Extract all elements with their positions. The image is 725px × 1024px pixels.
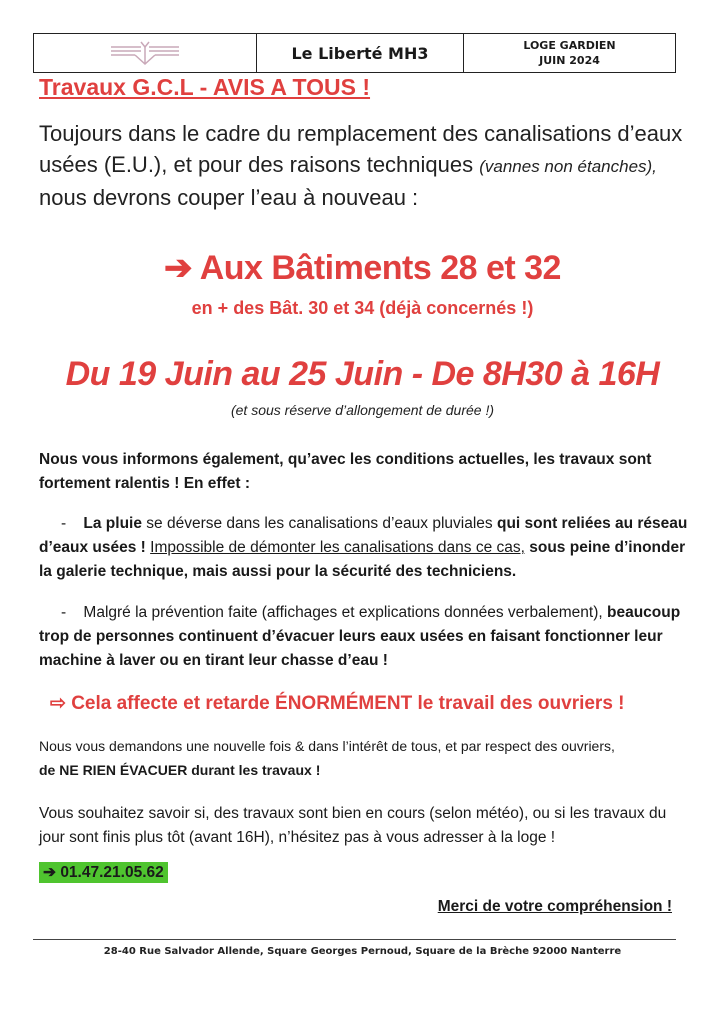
phone-arrow-icon: ➔ xyxy=(43,864,56,881)
buildings-text: Aux Bâtiments 28 et 32 xyxy=(199,249,561,287)
rain-bullet xyxy=(39,512,689,584)
thanks-text: Merci de votre compréhension ! xyxy=(437,898,672,915)
residence-name: Le Liberté MH3 xyxy=(257,34,464,72)
prevention-bullet xyxy=(39,601,689,673)
loge-label: LOGE GARDIEN xyxy=(523,39,616,52)
footer-divider xyxy=(33,939,676,940)
rain-bold-1: La pluie xyxy=(83,515,142,532)
notice-title: Travaux G.C.L - AVIS A TOUS ! xyxy=(39,74,371,100)
loge-date: JUIN 2024 xyxy=(539,54,600,67)
dates-note: (et sous réserve d’allongement de durée !) xyxy=(230,402,495,418)
rain-bold-2: qui sont reliées au réseau d’eaux usées ! xyxy=(39,515,688,556)
prevention-text: Malgré la prévention faite (affichages et explications données verbalement), xyxy=(83,604,603,621)
phone-number: 01.47.21.05.62 xyxy=(60,864,164,881)
logo-cell xyxy=(34,34,257,72)
info-paragraph: Vous souhaitez savoir si, des travaux sont bien en cours (selon météo), ou si les travaux du jour sont finis plus tôt (avant 16H), n’hésitez pas à vous adresser à la loge ! xyxy=(39,805,667,846)
header-table xyxy=(33,33,676,73)
request-paragraph xyxy=(39,734,689,782)
rain-dash: - xyxy=(61,515,67,532)
building-logo-icon xyxy=(105,38,185,68)
affect-text: Cela affecte et retarde ÉNORMÉMENT le travail des ouvriers ! xyxy=(71,693,625,714)
buildings-heading xyxy=(0,248,725,288)
intro-text-1: Toujours dans le cadre du remplacement des canalisations d’eaux usées (E.U.), et pour des raisons techniques xyxy=(39,121,683,177)
dates-heading: Du 19 Juin au 25 Juin - De 8H30 à 16H xyxy=(65,355,660,393)
rain-bold-3: sous peine d’inonder la galerie technique, mais aussi pour la sécurité des techniciens. xyxy=(39,539,686,580)
loge-cell xyxy=(464,34,675,72)
intro-text-2: nous devrons couper l’eau à nouveau : xyxy=(39,185,419,210)
intro-italic: (vannes non étanches), xyxy=(479,157,657,176)
buildings-subheading: en + des Bât. 30 et 34 (déjà concernés !) xyxy=(191,298,534,318)
prevention-bold: beaucoup trop de personnes continuent d’évacuer leurs eaux usées en faisant fonctionner leur machine à laver ou en tirant leur chasse d’eau ! xyxy=(39,604,681,669)
affect-warning xyxy=(50,692,625,715)
inform-paragraph: Nous vous informons également, qu’avec les conditions actuelles, les travaux sont fortement ralentis ! En effet : xyxy=(39,451,652,492)
footer-address: 28-40 Rue Salvador Allende, Square Georges Pernoud, Square de la Brèche 92000 Nanterre xyxy=(103,946,622,957)
outline-arrow-icon: ⇨ xyxy=(50,693,66,714)
right-arrow-icon: ➔ xyxy=(164,249,193,287)
rain-underlined: Impossible de démonter les canalisations dans ce cas, xyxy=(150,539,525,556)
prevention-dash: - xyxy=(61,604,67,621)
intro-paragraph xyxy=(39,118,689,213)
request-line-2: de NE RIEN ÉVACUER durant les travaux ! xyxy=(39,762,321,778)
request-line-1: Nous vous demandons une nouvelle fois & dans l’intérêt de tous, et par respect des ouvriers, xyxy=(39,738,615,754)
rain-text-1: se déverse dans les canalisations d’eaux pluviales xyxy=(141,515,497,532)
phone-highlight xyxy=(39,862,168,883)
